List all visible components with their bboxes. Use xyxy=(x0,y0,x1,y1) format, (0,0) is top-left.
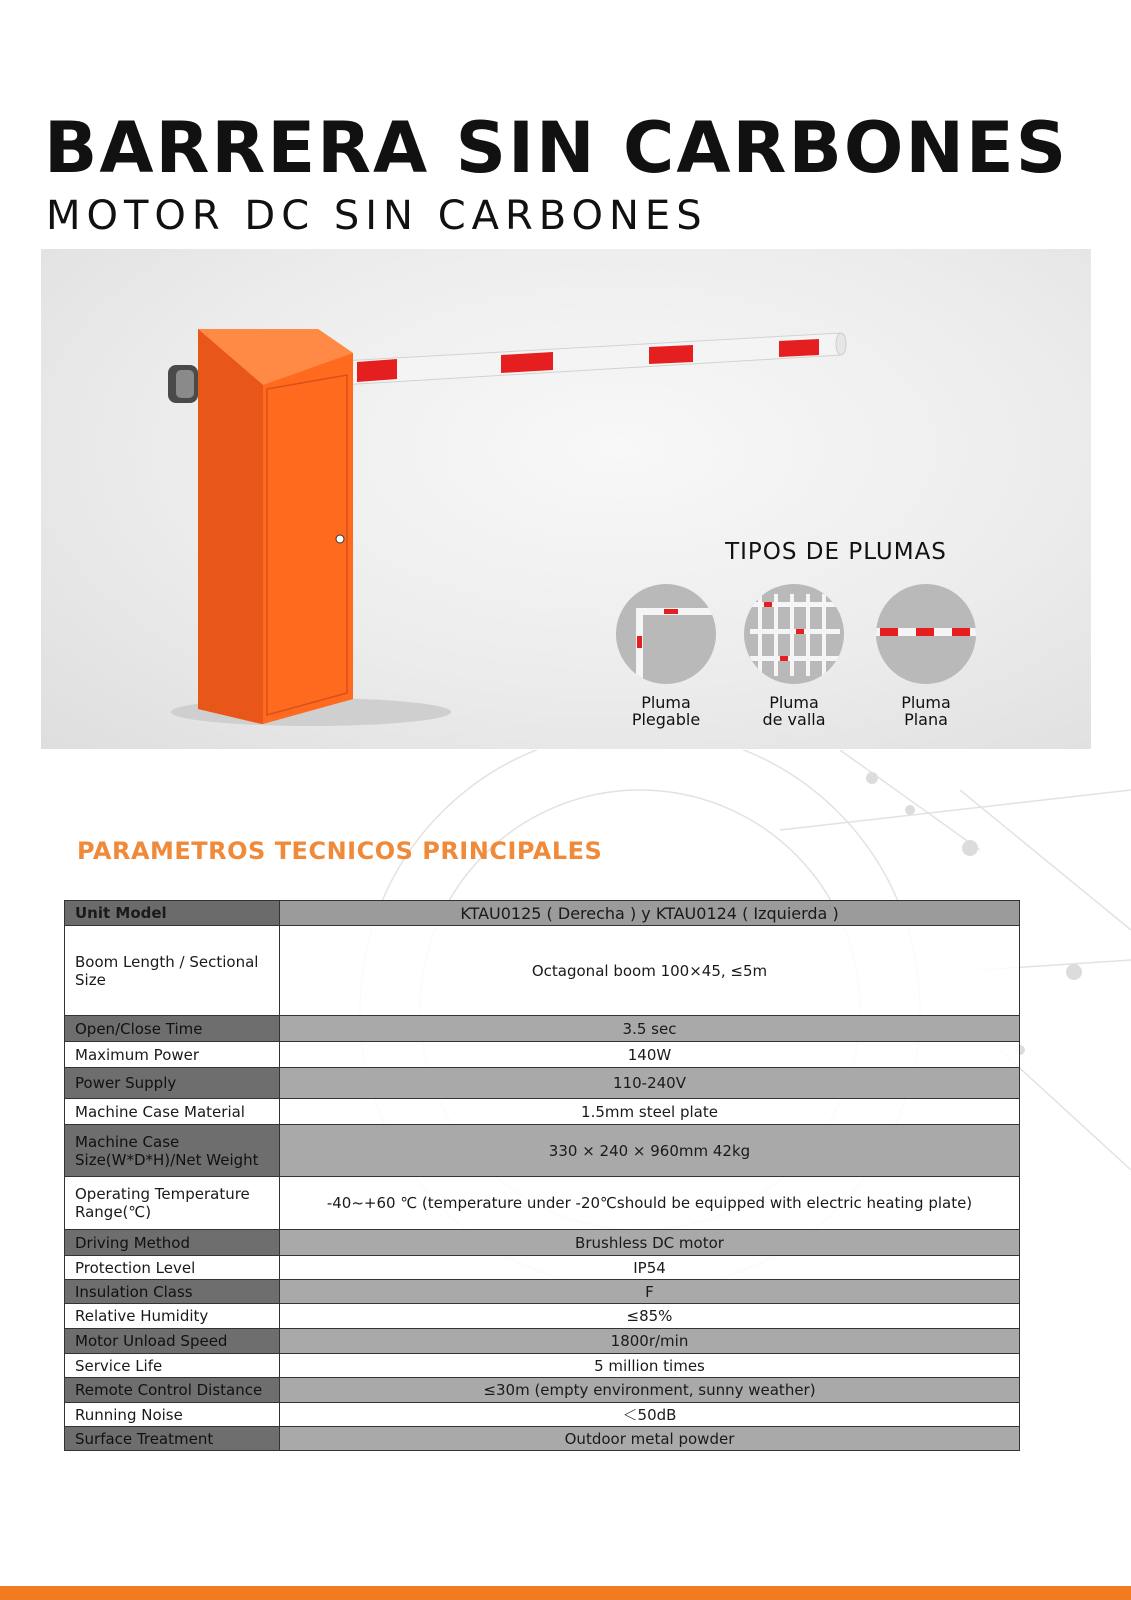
table-row xyxy=(65,1403,1020,1427)
boom-type-fence xyxy=(729,584,859,728)
spec-key: Driving Method xyxy=(65,1230,280,1256)
boom-type-label-1: Pluma xyxy=(641,693,691,712)
boom-type-label-2: Plana xyxy=(904,710,948,729)
spec-key: Power Supply xyxy=(65,1068,280,1099)
spec-key: Insulation Class xyxy=(65,1280,280,1304)
spec-key: Service Life xyxy=(65,1354,280,1378)
spec-value: F xyxy=(280,1280,1020,1304)
boom-type-label-2: Plegable xyxy=(631,710,701,729)
boom-type-label-1: Pluma xyxy=(901,693,951,712)
boom-type-label-1: Pluma xyxy=(769,693,819,712)
spec-key: Relative Humidity xyxy=(65,1304,280,1329)
spec-key: Maximum Power xyxy=(65,1042,280,1068)
table-row xyxy=(65,1042,1020,1068)
boom-types-heading: TIPOS DE PLUMAS xyxy=(725,539,947,565)
spec-key: Motor Unload Speed xyxy=(65,1329,280,1354)
table-row xyxy=(65,1354,1020,1378)
table-row xyxy=(65,1125,1020,1177)
spec-key: Operating Temperature Range(℃) xyxy=(65,1177,280,1230)
footer-accent-bar xyxy=(0,1586,1131,1600)
spec-value: Brushless DC motor xyxy=(280,1230,1020,1256)
flat-boom-icon xyxy=(876,584,976,684)
spec-key: Remote Control Distance xyxy=(65,1378,280,1403)
spec-value: ＜50dB xyxy=(280,1403,1020,1427)
table-row xyxy=(65,1016,1020,1042)
spec-key: Running Noise xyxy=(65,1403,280,1427)
spec-key: Open/Close Time xyxy=(65,1016,280,1042)
boom-type-label-2: de valla xyxy=(762,710,826,729)
specs-table xyxy=(64,900,1020,1451)
spec-key: Unit Model xyxy=(65,901,280,926)
boom-type-flat xyxy=(861,584,991,728)
table-row xyxy=(65,1329,1020,1354)
table-row xyxy=(65,1280,1020,1304)
table-row xyxy=(65,1304,1020,1329)
spec-value: -40~+60 ℃ (temperature under -20℃should be equipped with electric heating plate) xyxy=(280,1177,1020,1230)
table-row xyxy=(65,1427,1020,1451)
spec-key: Protection Level xyxy=(65,1256,280,1280)
spec-key: Surface Treatment xyxy=(65,1427,280,1451)
spec-value: 110-240V xyxy=(280,1068,1020,1099)
spec-value: 330 × 240 × 960mm 42kg xyxy=(280,1125,1020,1177)
table-row xyxy=(65,1099,1020,1125)
folding-boom-icon xyxy=(616,584,716,684)
page-title: BARRERA SIN CARBONES xyxy=(44,107,1069,189)
table-row xyxy=(65,926,1020,1016)
fence-boom-icon xyxy=(744,584,844,684)
spec-value: ≤85% xyxy=(280,1304,1020,1329)
spec-value: ≤30m (empty environment, sunny weather) xyxy=(280,1378,1020,1403)
table-row xyxy=(65,1256,1020,1280)
product-hero-image xyxy=(41,249,1091,749)
spec-value: 140W xyxy=(280,1042,1020,1068)
spec-value: 1.5mm steel plate xyxy=(280,1099,1020,1125)
spec-key: Machine Case Material xyxy=(65,1099,280,1125)
page-subtitle: MOTOR DC SIN CARBONES xyxy=(46,193,708,239)
spec-value: 1800r/min xyxy=(280,1329,1020,1354)
specs-heading: PARAMETROS TECNICOS PRINCIPALES xyxy=(77,837,603,865)
spec-value: KTAU0125 ( Derecha ) y KTAU0124 ( Izquierda ) xyxy=(280,901,1020,926)
spec-value: 3.5 sec xyxy=(280,1016,1020,1042)
spec-value: 5 million times xyxy=(280,1354,1020,1378)
spec-value: Octagonal boom 100×45, ≤5m xyxy=(280,926,1020,1016)
spec-value: IP54 xyxy=(280,1256,1020,1280)
spec-value: Outdoor metal powder xyxy=(280,1427,1020,1451)
table-row xyxy=(65,1177,1020,1230)
boom-type-folding xyxy=(601,584,731,728)
table-row xyxy=(65,1378,1020,1403)
spec-key: Machine Case Size(W*D*H)/Net Weight xyxy=(65,1125,280,1177)
spec-key: Boom Length / Sectional Size xyxy=(65,926,280,1016)
table-row xyxy=(65,901,1020,926)
table-row xyxy=(65,1230,1020,1256)
table-row xyxy=(65,1068,1020,1099)
